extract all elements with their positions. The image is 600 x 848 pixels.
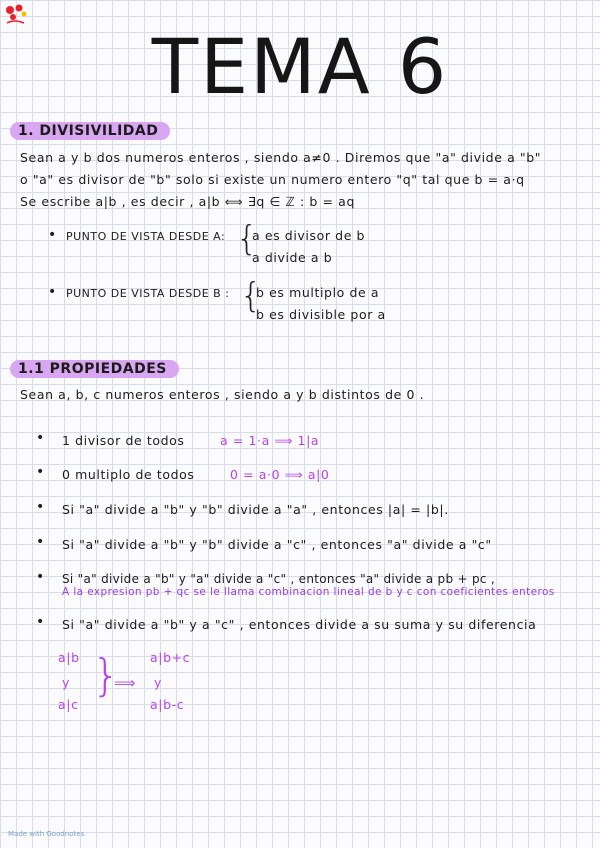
property-2-expression: 0 = a·0 ⟹ a|0 xyxy=(230,467,330,482)
property-1-text: 1 divisor de todos xyxy=(62,433,185,448)
property-6: Si "a" divide a "b" y a "c" , entonces divide a su suma y su diferencia xyxy=(62,617,537,632)
viewpoint-b-item-2: b es divisible por a xyxy=(256,307,386,322)
bullet-icon: • xyxy=(36,569,45,585)
page-title: TEMA 6 xyxy=(151,22,449,111)
left-brace-icon: { xyxy=(236,219,258,259)
definition-line-2: o "a" es divisor de "b" solo si existe un numero entero "q" tal que b = a·q xyxy=(20,172,525,187)
right-expression-2: a|b-c xyxy=(150,697,185,712)
section-heading-propiedades: 1.1 PROPIEDADES xyxy=(10,360,179,378)
property-3: Si "a" divide a "b" y "b" divide a "a" , entonces |a| = |b|. xyxy=(62,502,449,517)
definition-line-1: Sean a y b dos numeros enteros , siendo a≠0 . Diremos que "a" divide a "b" xyxy=(20,150,542,165)
left-expression-2: a|c xyxy=(58,697,79,712)
left-expression-y: y xyxy=(62,675,70,690)
property-5: Si "a" divide a "b" y "a" divide a "c" , entonces "a" divide a pb + pc , xyxy=(62,572,496,586)
bullet-icon: • xyxy=(36,464,45,480)
implies-arrow-icon: ⟹ xyxy=(114,674,137,692)
section-heading-divisibilidad: 1. DIVISIVILIDAD xyxy=(10,122,170,140)
bullet-icon: • xyxy=(36,534,45,550)
viewpoint-a-item-1: a es divisor de b xyxy=(252,228,366,243)
bullet-icon: • xyxy=(48,284,57,300)
property-1-expression: a = 1·a ⟹ 1|a xyxy=(220,433,320,448)
left-expression-1: a|b xyxy=(58,650,80,665)
property-5-note: A la expresion pb + qc se le llama combinacion lineal de b y c con coeficientes enteros xyxy=(62,586,555,598)
bullet-icon: • xyxy=(36,614,45,630)
viewpoint-a-label: PUNTO DE VISTA DESDE A: xyxy=(66,230,226,243)
property-4: Si "a" divide a "b" y "b" divide a "c" , entonces "a" divide a "c" xyxy=(62,537,492,552)
bullet-icon: • xyxy=(36,499,45,515)
definition-line-3: Se escribe a|b , es decir , a|b ⟺ ∃q ∈ ℤ : b = aq xyxy=(20,194,355,209)
viewpoint-a-item-2: a divide a b xyxy=(252,250,333,265)
viewpoint-b-label: PUNTO DE VISTA DESDE B : xyxy=(66,287,230,300)
right-expression-1: a|b+c xyxy=(150,650,191,665)
left-brace-icon: { xyxy=(240,276,262,316)
viewpoint-b-item-1: b es multiplo de a xyxy=(256,285,380,300)
properties-intro: Sean a, b, c numeros enteros , siendo a y b distintos de 0 . xyxy=(20,387,425,402)
property-2-text: 0 multiplo de todos xyxy=(62,467,195,482)
right-brace-icon: } xyxy=(92,650,120,701)
right-expression-y: y xyxy=(154,675,162,690)
bullet-icon: • xyxy=(48,227,57,243)
bullet-icon: • xyxy=(36,430,45,446)
footer-watermark: Made with Goodnotes xyxy=(8,830,85,838)
